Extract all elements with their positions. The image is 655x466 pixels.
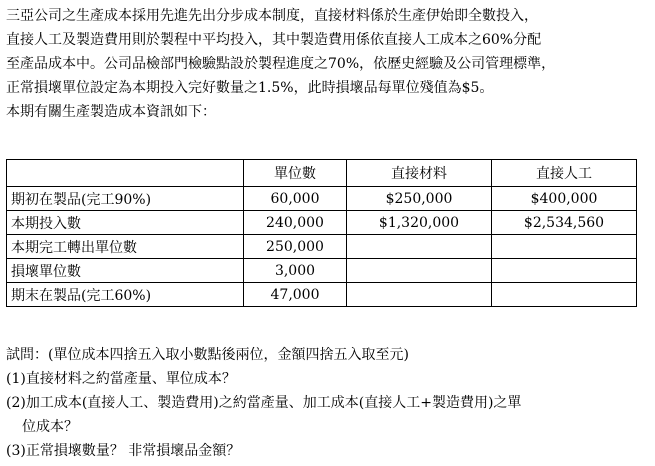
labor-cell: $2,534,560 — [492, 211, 637, 235]
intro-line: 正常損壞單位設定為本期投入完好數量之1.5%，此時損壞品每單位殘值為$5。 — [6, 80, 494, 96]
table-row — [7, 259, 637, 283]
row-label: 本期完工轉出單位數 — [7, 235, 244, 259]
table-row — [7, 283, 637, 307]
materials-cell: $250,000 — [347, 187, 492, 211]
header-units: 單位數 — [244, 160, 347, 187]
problem-statement — [6, 4, 651, 124]
units-cell: 3,000 — [244, 259, 347, 283]
question-3: (3)正常損壞數量？ 非常損壞品金額？ — [6, 443, 241, 459]
labor-cell — [492, 283, 637, 307]
materials-cell — [347, 235, 492, 259]
header-direct-materials: 直接材料 — [347, 160, 492, 187]
row-label: 期初在製品(完工90%) — [7, 187, 244, 211]
materials-cell — [347, 283, 492, 307]
row-label: 本期投入數 — [7, 211, 244, 235]
question-2-continued: 位成本？ — [22, 419, 78, 435]
intro-line: 至產品成本中。公司品檢部門檢驗點設於製程進度之70%，依歷史經驗及公司管理標準， — [6, 56, 556, 72]
questions-heading: 試問：(單位成本四捨五入取小數點後兩位，金額四捨五入取至元) — [6, 347, 409, 363]
intro-line: 直接人工及製造費用則於製程中平均投入，其中製造費用係依直接人工成本之60%分配 — [6, 32, 542, 48]
question-1: (1)直接材料之約當產量、單位成本？ — [6, 371, 236, 387]
row-label: 損壞單位數 — [7, 259, 244, 283]
header-cell-empty — [7, 160, 244, 187]
materials-cell: $1,320,000 — [347, 211, 492, 235]
production-cost-table — [6, 159, 637, 307]
materials-cell — [347, 259, 492, 283]
table-row — [7, 235, 637, 259]
labor-cell — [492, 259, 637, 283]
units-cell: 250,000 — [244, 235, 347, 259]
table-header-row — [7, 160, 637, 187]
table-row — [7, 211, 637, 235]
labor-cell: $400,000 — [492, 187, 637, 211]
units-cell: 240,000 — [244, 211, 347, 235]
intro-line: 本期有關生產製造成本資訊如下： — [6, 104, 216, 120]
units-cell: 47,000 — [244, 283, 347, 307]
row-label: 期末在製品(完工60%) — [7, 283, 244, 307]
question-2: (2)加工成本(直接人工、製造費用)之約當產量、加工成本(直接人工+製造費用)之單 — [6, 395, 522, 411]
header-direct-labor: 直接人工 — [492, 160, 637, 187]
questions-section — [6, 343, 651, 463]
table-row — [7, 187, 637, 211]
labor-cell — [492, 235, 637, 259]
intro-line: 三亞公司之生產成本採用先進先出分步成本制度，直接材料係於生產伊始即全數投入， — [6, 8, 538, 24]
units-cell: 60,000 — [244, 187, 347, 211]
